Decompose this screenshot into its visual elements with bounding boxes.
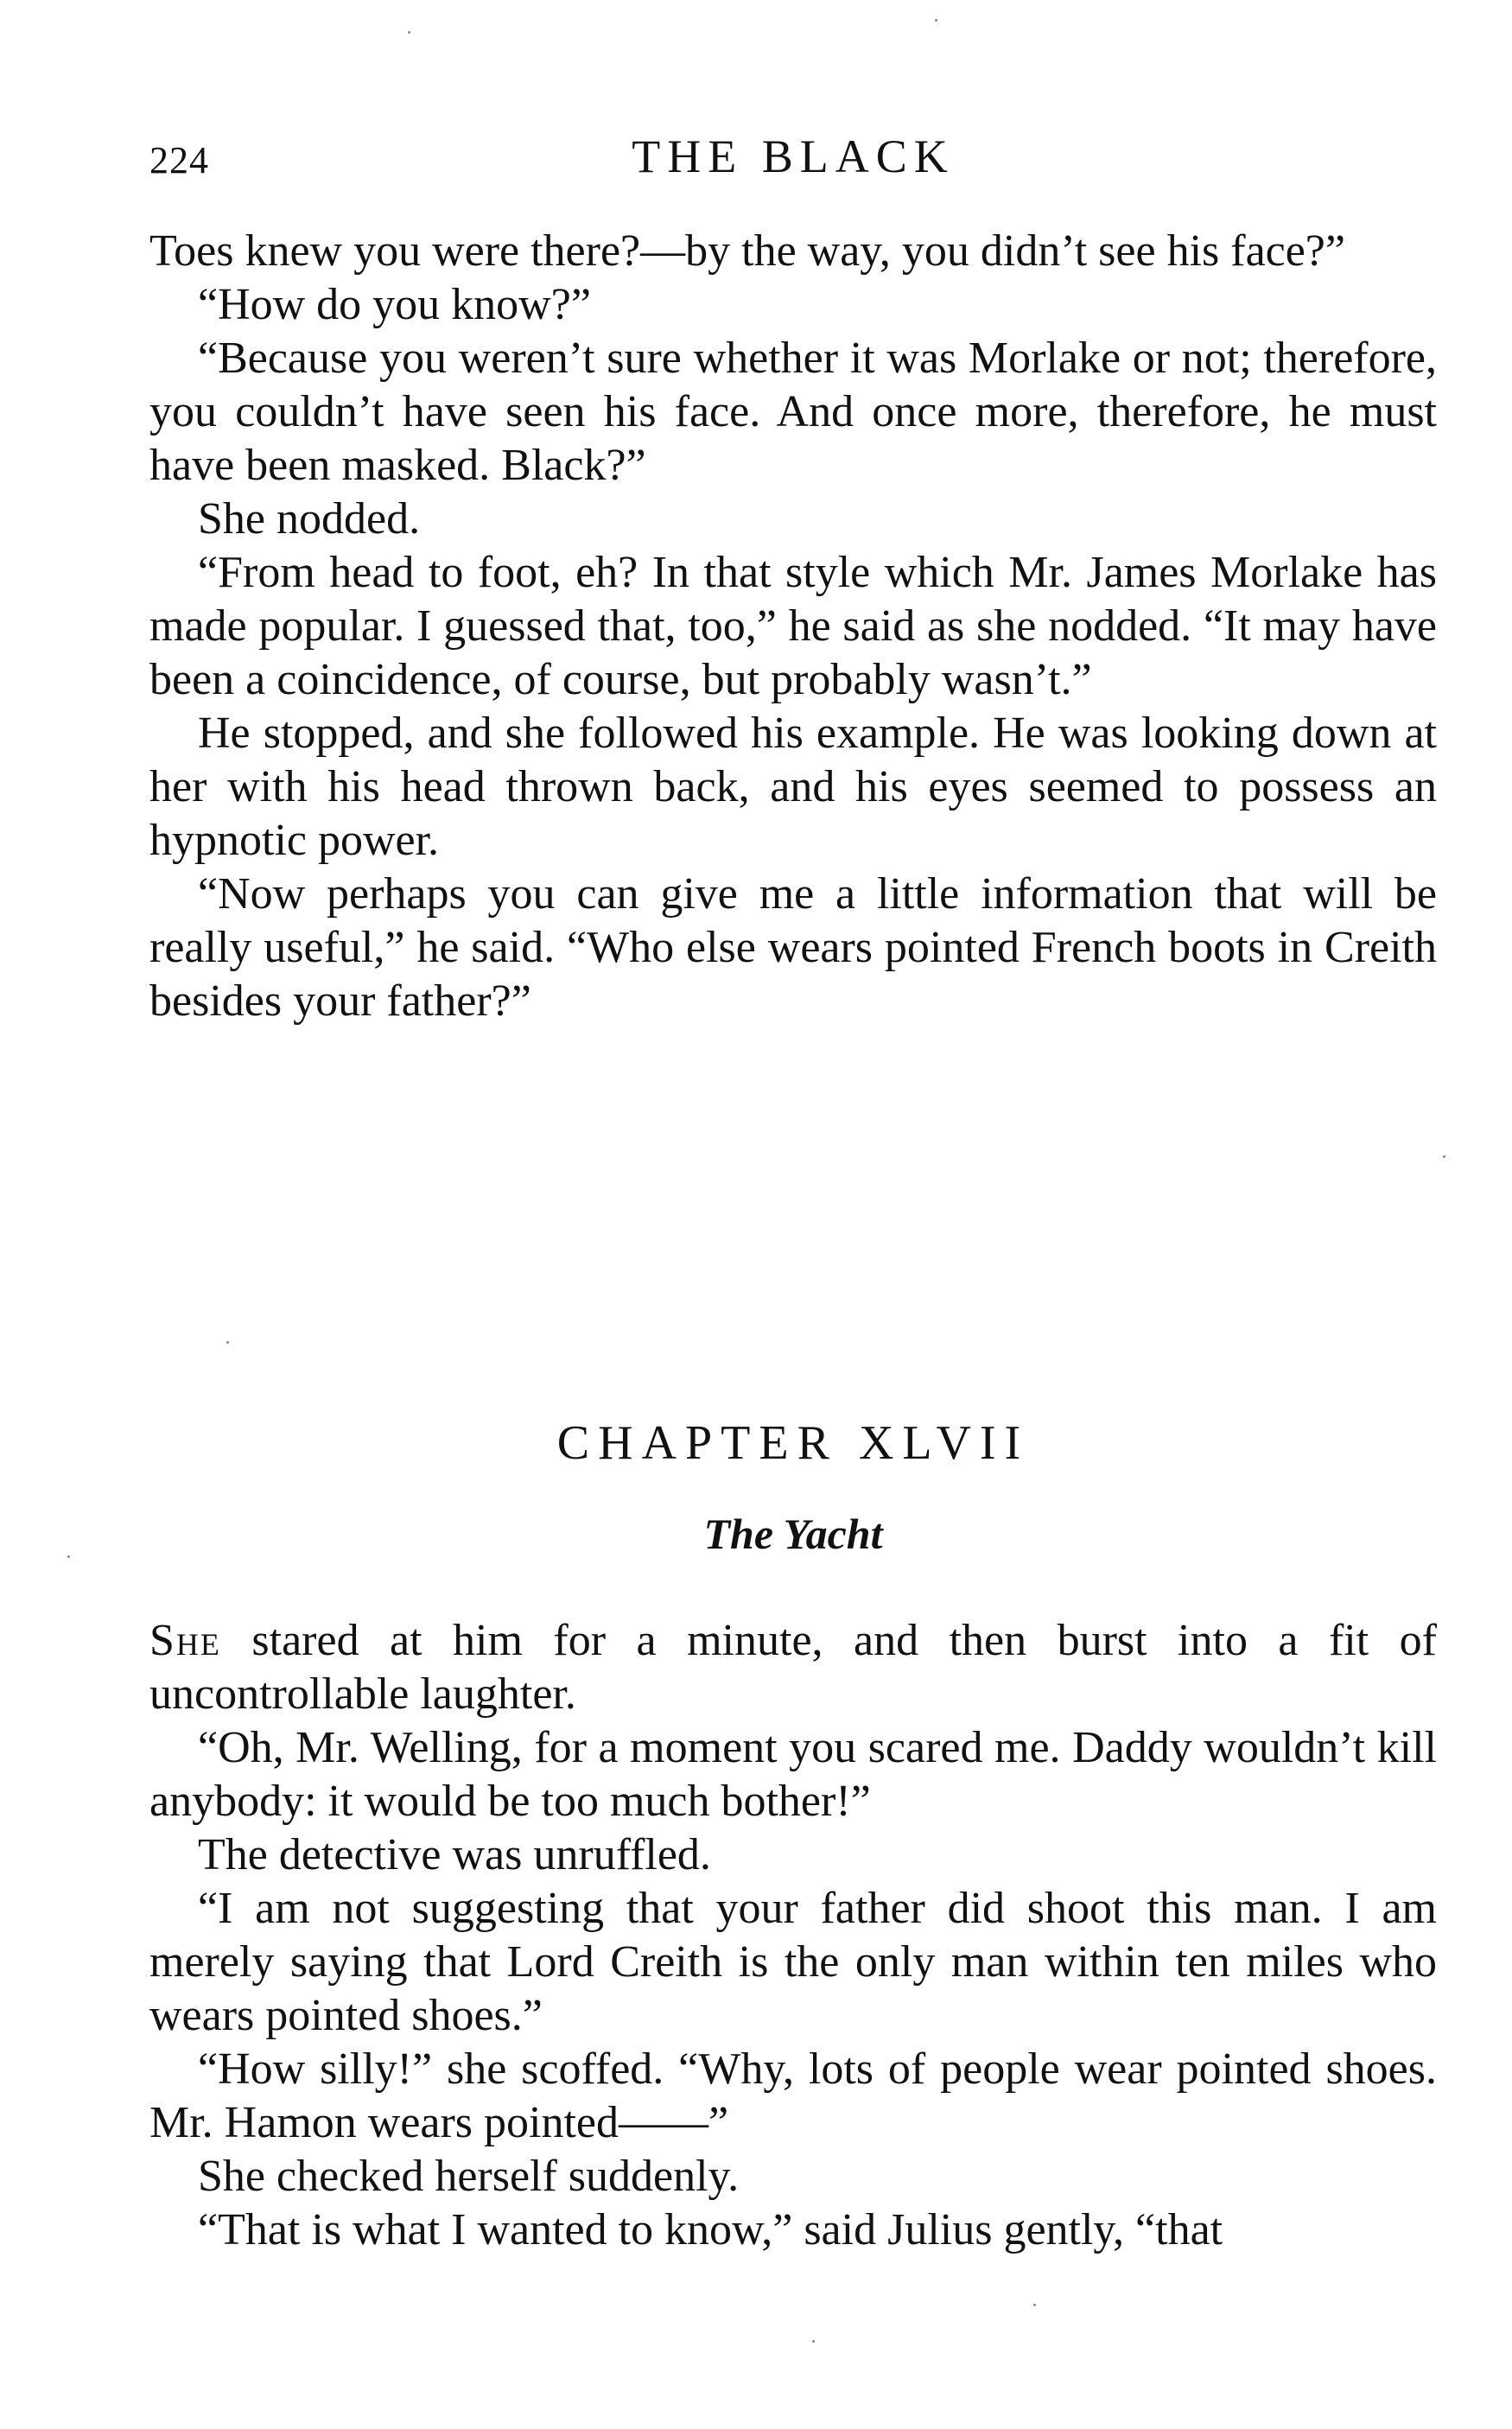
chapter-opening-text: stared at him for a minute, and then burst into a fit of uncontrollable laughter. <box>149 1616 1437 1719</box>
chapter-title: The Yacht <box>703 1510 883 1558</box>
chapter-opening-paragraph <box>149 1614 1437 1721</box>
paragraph: “How silly!” she scoffed. “Why, lots of people wear pointed shoes. Mr. Hamon wears pointed——” <box>149 2044 1437 2147</box>
chapter-number: CHAPTER XLVII <box>556 1416 1030 1470</box>
running-title: THE BLACK <box>632 130 955 182</box>
text-block-top <box>149 225 1437 1028</box>
paragraph: She nodded. <box>198 494 421 544</box>
paragraph: “Now perhaps you can give me a little information that will be really useful,” he said. “Who else wears pointed French boots in Creith besides your father?” <box>149 869 1437 1026</box>
paragraph: “How do you know?” <box>198 280 591 329</box>
scan-speck <box>812 2340 815 2343</box>
paragraph: He stopped, and she followed his example. He was looking down at her with his head thrown back, and his eyes seemed to possess an hypnotic power. <box>149 709 1437 865</box>
scan-speck <box>408 31 410 34</box>
paragraph: “I am not suggesting that your father did shoot this man. I am merely saying that Lord Creith is the only man within ten miles who wears pointed shoes.” <box>149 1884 1437 2040</box>
scan-speck <box>226 1341 229 1344</box>
scan-speck <box>1443 1155 1445 1158</box>
paragraph: She checked herself suddenly. <box>198 2152 740 2201</box>
running-head <box>149 130 1437 190</box>
paragraph: Toes knew you were there?—by the way, you didn’t see his face?” <box>149 226 1345 276</box>
scan-speck <box>1033 2304 1036 2306</box>
scan-speck <box>67 1555 70 1558</box>
text-block-bottom <box>149 1614 1437 2257</box>
paragraph: “Because you weren’t sure whether it was Morlake or not; therefore, you couldn’t have seen his face. And once more, therefore, he must have been masked. Black?” <box>149 334 1437 490</box>
paragraph: “Oh, Mr. Welling, for a moment you scared me. Daddy wouldn’t kill anybody: it would be too much bother!” <box>149 1723 1437 1826</box>
scan-speck <box>935 19 937 22</box>
paragraph: “That is what I wanted to know,” said Julius gently, “that <box>198 2205 1223 2254</box>
page-number: 224 <box>149 139 209 181</box>
chapter-lead-word: She <box>149 1616 221 1665</box>
paragraph: “From head to foot, eh? In that style which Mr. James Morlake has made popular. I guessed that, too,” he said as she nodded. “It may have been a coincidence, of course, but probably wasn’t.” <box>149 548 1437 704</box>
paragraph: The detective was unruffled. <box>198 1830 711 1879</box>
